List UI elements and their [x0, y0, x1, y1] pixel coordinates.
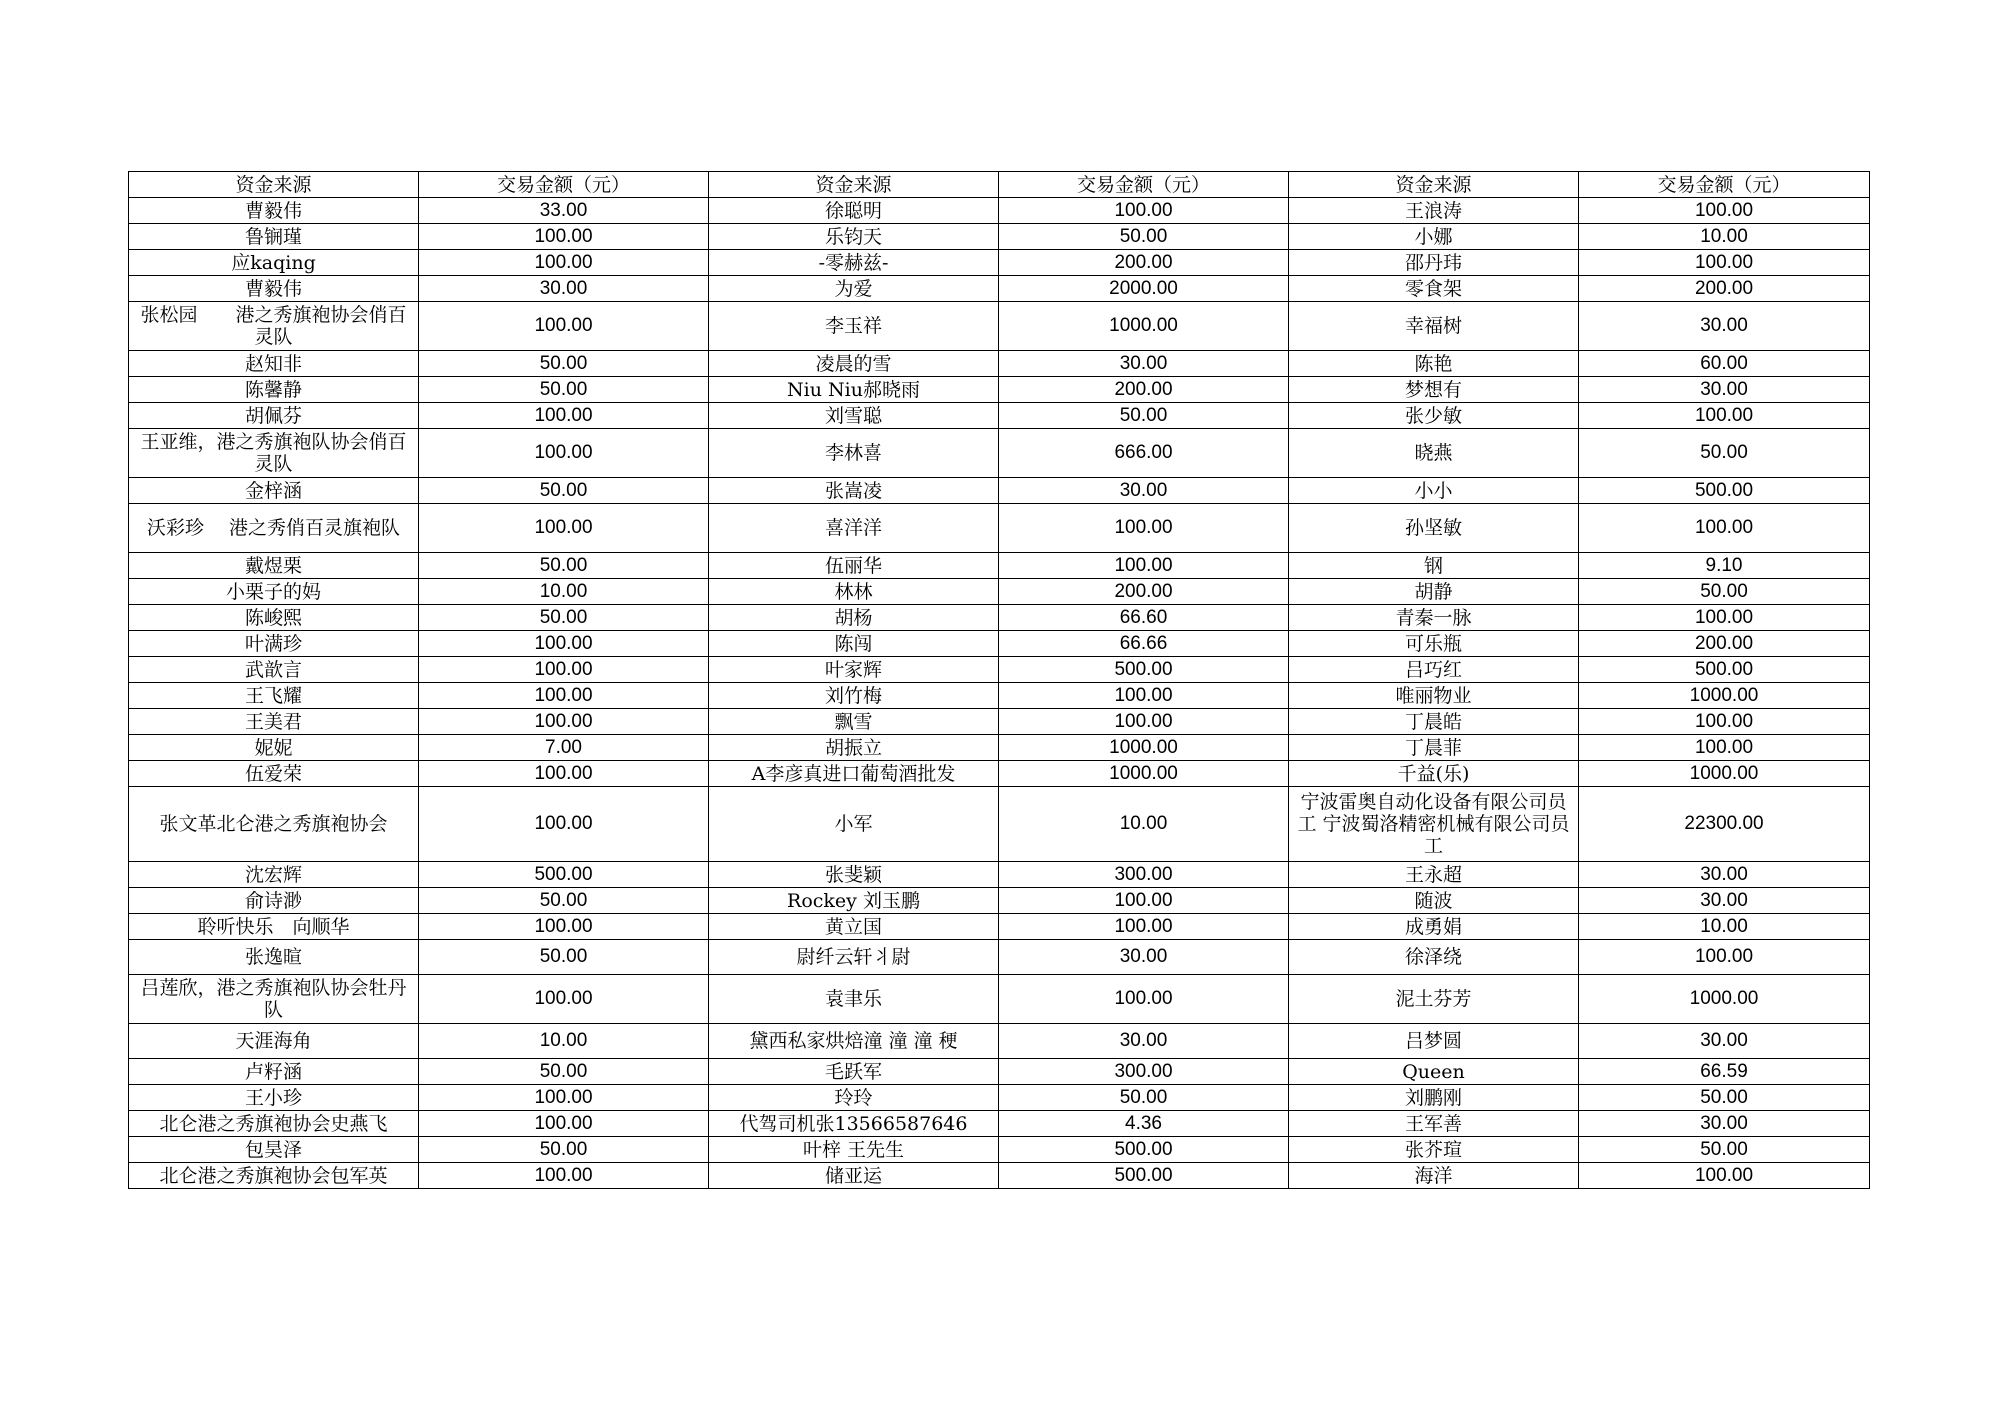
cell-amount-1: 100.00 [419, 914, 709, 940]
header-source-3: 资金来源 [1289, 172, 1579, 198]
cell-amount-3: 100.00 [1579, 250, 1870, 276]
cell-source-1: 陈峻熙 [129, 605, 419, 631]
table-row [129, 302, 1870, 351]
cell-amount-1: 100.00 [419, 1163, 709, 1189]
cell-amount-3: 30.00 [1579, 302, 1870, 351]
cell-source-2: -零赫兹- [709, 250, 999, 276]
cell-source-3: 孙坚敏 [1289, 504, 1579, 553]
table-row [129, 377, 1870, 403]
header-amount-2: 交易金额（元） [999, 172, 1289, 198]
cell-amount-3: 60.00 [1579, 351, 1870, 377]
cell-amount-1: 500.00 [419, 862, 709, 888]
cell-amount-1: 100.00 [419, 787, 709, 862]
cell-amount-2: 100.00 [999, 198, 1289, 224]
cell-amount-2: 300.00 [999, 1059, 1289, 1085]
cell-amount-2: 500.00 [999, 1137, 1289, 1163]
cell-amount-3: 30.00 [1579, 1024, 1870, 1059]
table-row [129, 1085, 1870, 1111]
cell-amount-3: 66.59 [1579, 1059, 1870, 1085]
cell-amount-3: 100.00 [1579, 735, 1870, 761]
table-row [129, 198, 1870, 224]
cell-amount-1: 10.00 [419, 1024, 709, 1059]
cell-amount-1: 50.00 [419, 888, 709, 914]
cell-amount-3: 100.00 [1579, 709, 1870, 735]
cell-source-2: 刘雪聪 [709, 403, 999, 429]
table-row [129, 579, 1870, 605]
cell-source-1: 北仑港之秀旗袍协会包军英 [129, 1163, 419, 1189]
cell-source-2: 储亚运 [709, 1163, 999, 1189]
cell-amount-3: 30.00 [1579, 888, 1870, 914]
cell-source-2: 小军 [709, 787, 999, 862]
cell-source-1: 包昊泽 [129, 1137, 419, 1163]
cell-amount-1: 50.00 [419, 940, 709, 975]
cell-source-1: 王小珍 [129, 1085, 419, 1111]
cell-amount-2: 1000.00 [999, 302, 1289, 351]
cell-amount-2: 200.00 [999, 579, 1289, 605]
cell-amount-3: 100.00 [1579, 403, 1870, 429]
cell-source-3: 成勇娟 [1289, 914, 1579, 940]
cell-amount-1: 10.00 [419, 579, 709, 605]
cell-source-2: 叶家辉 [709, 657, 999, 683]
cell-amount-2: 4.36 [999, 1111, 1289, 1137]
cell-amount-1: 100.00 [419, 302, 709, 351]
cell-source-1: 叶满珍 [129, 631, 419, 657]
cell-source-3: 青秦一脉 [1289, 605, 1579, 631]
cell-amount-2: 300.00 [999, 862, 1289, 888]
cell-amount-1: 100.00 [419, 504, 709, 553]
table-row [129, 683, 1870, 709]
table-row [129, 276, 1870, 302]
cell-source-3: 张芥瑄 [1289, 1137, 1579, 1163]
cell-amount-1: 100.00 [419, 975, 709, 1024]
cell-amount-2: 66.66 [999, 631, 1289, 657]
cell-source-1: 张逸暄 [129, 940, 419, 975]
cell-amount-1: 100.00 [419, 631, 709, 657]
cell-amount-1: 50.00 [419, 1059, 709, 1085]
cell-source-3: 钢 [1289, 553, 1579, 579]
cell-amount-1: 100.00 [419, 761, 709, 787]
cell-amount-2: 50.00 [999, 224, 1289, 250]
cell-amount-3: 100.00 [1579, 504, 1870, 553]
cell-amount-1: 100.00 [419, 709, 709, 735]
cell-amount-2: 1000.00 [999, 735, 1289, 761]
header-source-1: 资金来源 [129, 172, 419, 198]
cell-amount-1: 50.00 [419, 1137, 709, 1163]
cell-amount-3: 100.00 [1579, 198, 1870, 224]
cell-source-3: 海洋 [1289, 1163, 1579, 1189]
cell-amount-3: 30.00 [1579, 1111, 1870, 1137]
cell-source-2: 刘竹梅 [709, 683, 999, 709]
cell-amount-3: 200.00 [1579, 276, 1870, 302]
table-row [129, 1163, 1870, 1189]
table-header-row [129, 172, 1870, 198]
cell-amount-1: 100.00 [419, 429, 709, 478]
cell-amount-1: 100.00 [419, 657, 709, 683]
cell-amount-1: 100.00 [419, 1085, 709, 1111]
cell-amount-2: 100.00 [999, 504, 1289, 553]
table-row [129, 862, 1870, 888]
cell-source-3: Queen [1289, 1059, 1579, 1085]
cell-amount-1: 50.00 [419, 478, 709, 504]
cell-amount-1: 100.00 [419, 250, 709, 276]
cell-amount-1: 100.00 [419, 224, 709, 250]
header-source-2: 资金来源 [709, 172, 999, 198]
table-row [129, 1111, 1870, 1137]
cell-amount-3: 1000.00 [1579, 683, 1870, 709]
cell-source-2: 袁聿乐 [709, 975, 999, 1024]
cell-source-2: 叶梓 王先生 [709, 1137, 999, 1163]
cell-source-1: 胡佩芬 [129, 403, 419, 429]
table-row [129, 1059, 1870, 1085]
cell-amount-3: 100.00 [1579, 605, 1870, 631]
cell-source-1: 王美君 [129, 709, 419, 735]
cell-amount-2: 100.00 [999, 553, 1289, 579]
cell-source-3: 泥土芬芳 [1289, 975, 1579, 1024]
cell-source-1: 沃彩珍 港之秀俏百灵旗袍队 [129, 504, 419, 553]
cell-amount-1: 50.00 [419, 377, 709, 403]
cell-amount-3: 50.00 [1579, 579, 1870, 605]
cell-amount-3: 10.00 [1579, 914, 1870, 940]
table-row [129, 914, 1870, 940]
cell-source-2: 凌晨的雪 [709, 351, 999, 377]
cell-source-2: 李玉祥 [709, 302, 999, 351]
cell-source-2: 徐聪明 [709, 198, 999, 224]
cell-source-1: 曹毅伟 [129, 198, 419, 224]
cell-source-1: 应kaqing [129, 250, 419, 276]
cell-source-1: 聆听快乐 向顺华 [129, 914, 419, 940]
cell-amount-3: 200.00 [1579, 631, 1870, 657]
table-row [129, 735, 1870, 761]
table-row [129, 478, 1870, 504]
cell-source-3: 唯丽物业 [1289, 683, 1579, 709]
cell-amount-2: 100.00 [999, 683, 1289, 709]
cell-source-2: 黄立国 [709, 914, 999, 940]
donation-table [128, 171, 1870, 1189]
cell-source-1: 妮妮 [129, 735, 419, 761]
cell-source-2: A李彦真进口葡萄酒批发 [709, 761, 999, 787]
cell-source-1: 卢籽涵 [129, 1059, 419, 1085]
cell-amount-3: 50.00 [1579, 429, 1870, 478]
cell-source-2: Rockey 刘玉鹏 [709, 888, 999, 914]
cell-source-2: 黛西私家烘焙潼 潼 潼 稉 [709, 1024, 999, 1059]
cell-source-2: 为爱 [709, 276, 999, 302]
cell-source-2: 玲玲 [709, 1085, 999, 1111]
cell-amount-1: 100.00 [419, 683, 709, 709]
cell-source-1: 王飞耀 [129, 683, 419, 709]
cell-amount-2: 30.00 [999, 1024, 1289, 1059]
table-row [129, 657, 1870, 683]
cell-amount-2: 100.00 [999, 914, 1289, 940]
cell-source-3: 徐泽绕 [1289, 940, 1579, 975]
cell-source-3: 零食架 [1289, 276, 1579, 302]
cell-amount-2: 66.60 [999, 605, 1289, 631]
cell-amount-3: 30.00 [1579, 862, 1870, 888]
cell-amount-2: 50.00 [999, 1085, 1289, 1111]
cell-source-3: 王军善 [1289, 1111, 1579, 1137]
cell-source-1: 张松园 港之秀旗袍协会俏百灵队 [129, 302, 419, 351]
cell-source-3: 胡静 [1289, 579, 1579, 605]
table-row [129, 504, 1870, 553]
table-row [129, 787, 1870, 862]
cell-amount-1: 50.00 [419, 605, 709, 631]
cell-source-2: 飘雪 [709, 709, 999, 735]
cell-source-1: 俞诗渺 [129, 888, 419, 914]
cell-amount-3: 30.00 [1579, 377, 1870, 403]
cell-source-3: 吕巧红 [1289, 657, 1579, 683]
table-row [129, 553, 1870, 579]
table-row [129, 429, 1870, 478]
cell-source-3: 张少敏 [1289, 403, 1579, 429]
cell-amount-1: 50.00 [419, 553, 709, 579]
cell-source-2: 乐钧天 [709, 224, 999, 250]
cell-amount-2: 100.00 [999, 975, 1289, 1024]
cell-amount-3: 10.00 [1579, 224, 1870, 250]
cell-source-2: 陈闯 [709, 631, 999, 657]
cell-source-3: 丁晨菲 [1289, 735, 1579, 761]
cell-amount-3: 500.00 [1579, 657, 1870, 683]
cell-source-1: 张文革北仑港之秀旗袍协会 [129, 787, 419, 862]
cell-source-1: 赵知非 [129, 351, 419, 377]
cell-source-3: 幸福树 [1289, 302, 1579, 351]
cell-amount-2: 100.00 [999, 709, 1289, 735]
cell-source-3: 王浪涛 [1289, 198, 1579, 224]
cell-source-3: 梦想有 [1289, 377, 1579, 403]
cell-amount-2: 30.00 [999, 940, 1289, 975]
cell-source-1: 吕莲欣，港之秀旗袍队协会牡丹队 [129, 975, 419, 1024]
cell-source-2: 胡振立 [709, 735, 999, 761]
table-row [129, 709, 1870, 735]
cell-amount-2: 2000.00 [999, 276, 1289, 302]
cell-amount-3: 100.00 [1579, 1163, 1870, 1189]
cell-amount-2: 500.00 [999, 1163, 1289, 1189]
cell-source-3: 宁波雷奥自动化设备有限公司员工 宁波蜀洛精密机械有限公司员工 [1289, 787, 1579, 862]
cell-source-3: 千益(乐) [1289, 761, 1579, 787]
cell-source-3: 随波 [1289, 888, 1579, 914]
cell-source-3: 小小 [1289, 478, 1579, 504]
cell-source-3: 吕梦圆 [1289, 1024, 1579, 1059]
cell-source-1: 曹毅伟 [129, 276, 419, 302]
cell-amount-3: 1000.00 [1579, 975, 1870, 1024]
cell-amount-3: 1000.00 [1579, 761, 1870, 787]
cell-source-1: 北仑港之秀旗袍协会史燕飞 [129, 1111, 419, 1137]
table-row [129, 975, 1870, 1024]
cell-source-3: 刘鹏刚 [1289, 1085, 1579, 1111]
cell-source-2: Niu Niu郝晓雨 [709, 377, 999, 403]
cell-source-3: 邵丹玮 [1289, 250, 1579, 276]
cell-amount-2: 200.00 [999, 377, 1289, 403]
cell-amount-2: 666.00 [999, 429, 1289, 478]
header-amount-3: 交易金额（元） [1579, 172, 1870, 198]
table-row [129, 1024, 1870, 1059]
cell-source-2: 张嵩凌 [709, 478, 999, 504]
cell-amount-2: 10.00 [999, 787, 1289, 862]
cell-source-2: 毛跃军 [709, 1059, 999, 1085]
cell-amount-2: 30.00 [999, 351, 1289, 377]
cell-source-1: 伍爱荣 [129, 761, 419, 787]
cell-source-1: 陈馨静 [129, 377, 419, 403]
cell-amount-2: 1000.00 [999, 761, 1289, 787]
cell-source-1: 鲁锎瑾 [129, 224, 419, 250]
cell-amount-2: 200.00 [999, 250, 1289, 276]
cell-source-2: 林林 [709, 579, 999, 605]
cell-source-1: 沈宏辉 [129, 862, 419, 888]
cell-source-2: 张斐颖 [709, 862, 999, 888]
table-row [129, 1137, 1870, 1163]
cell-source-3: 小娜 [1289, 224, 1579, 250]
cell-amount-3: 50.00 [1579, 1085, 1870, 1111]
table-row [129, 605, 1870, 631]
cell-source-1: 王亚维，港之秀旗袍队协会俏百灵队 [129, 429, 419, 478]
cell-source-2: 代驾司机张13566587646 [709, 1111, 999, 1137]
cell-source-1: 武歆言 [129, 657, 419, 683]
cell-source-2: 李林喜 [709, 429, 999, 478]
cell-amount-1: 7.00 [419, 735, 709, 761]
cell-source-1: 天涯海角 [129, 1024, 419, 1059]
cell-amount-2: 100.00 [999, 888, 1289, 914]
cell-amount-3: 500.00 [1579, 478, 1870, 504]
cell-amount-3: 100.00 [1579, 940, 1870, 975]
cell-amount-3: 22300.00 [1579, 787, 1870, 862]
cell-source-2: 尉纤云轩丬尉 [709, 940, 999, 975]
table-body [129, 198, 1870, 1189]
cell-amount-3: 50.00 [1579, 1137, 1870, 1163]
cell-amount-1: 100.00 [419, 1111, 709, 1137]
cell-source-2: 胡杨 [709, 605, 999, 631]
cell-source-3: 可乐瓶 [1289, 631, 1579, 657]
table-row [129, 761, 1870, 787]
table-row [129, 403, 1870, 429]
cell-amount-1: 100.00 [419, 403, 709, 429]
table-row [129, 250, 1870, 276]
cell-source-3: 丁晨皓 [1289, 709, 1579, 735]
cell-source-2: 伍丽华 [709, 553, 999, 579]
table-row [129, 940, 1870, 975]
table-row [129, 224, 1870, 250]
cell-source-3: 陈艳 [1289, 351, 1579, 377]
table-row [129, 351, 1870, 377]
cell-amount-1: 30.00 [419, 276, 709, 302]
cell-source-1: 金梓涵 [129, 478, 419, 504]
cell-source-2: 喜洋洋 [709, 504, 999, 553]
cell-amount-2: 50.00 [999, 403, 1289, 429]
cell-source-1: 戴煜栗 [129, 553, 419, 579]
donation-table-container [128, 171, 1869, 1189]
cell-amount-2: 500.00 [999, 657, 1289, 683]
header-amount-1: 交易金额（元） [419, 172, 709, 198]
cell-source-1: 小栗子的妈 [129, 579, 419, 605]
table-row [129, 888, 1870, 914]
cell-source-3: 晓燕 [1289, 429, 1579, 478]
cell-amount-2: 30.00 [999, 478, 1289, 504]
cell-amount-3: 9.10 [1579, 553, 1870, 579]
cell-amount-1: 50.00 [419, 351, 709, 377]
cell-amount-1: 33.00 [419, 198, 709, 224]
cell-source-3: 王永超 [1289, 862, 1579, 888]
table-row [129, 631, 1870, 657]
